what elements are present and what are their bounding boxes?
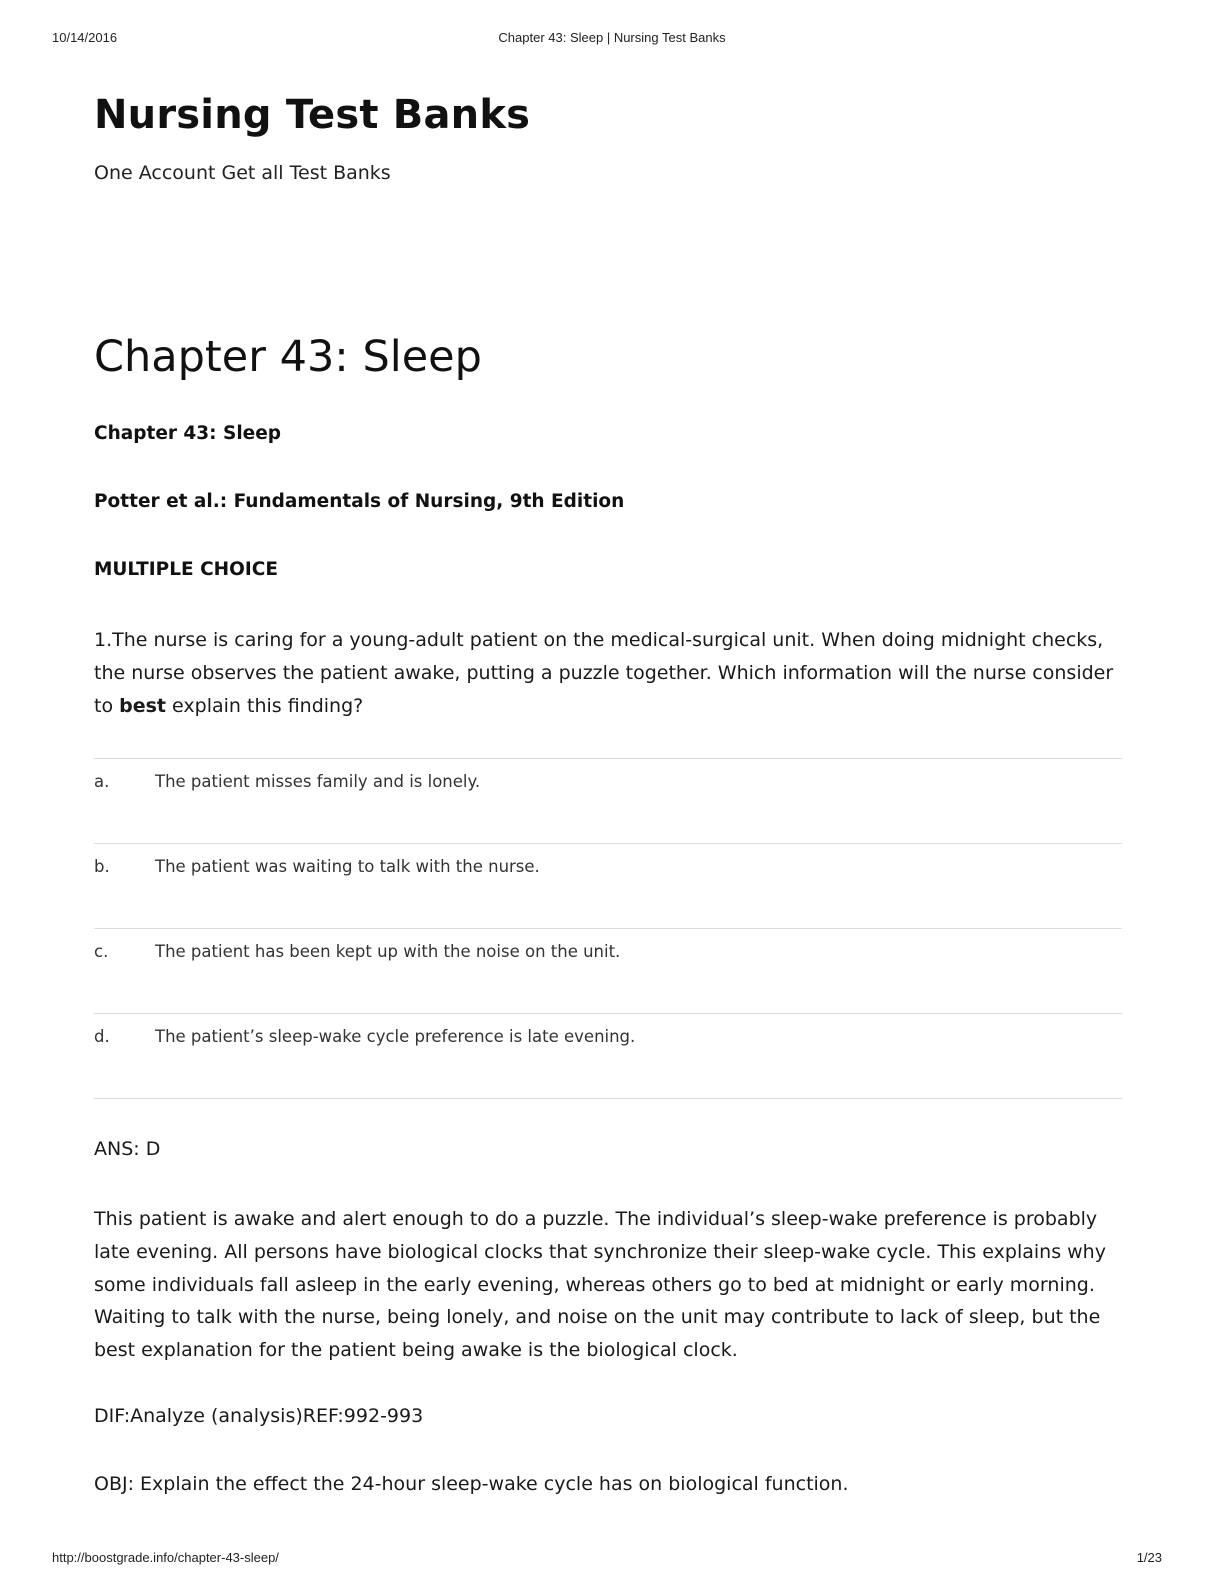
objective-line: OBJ: Explain the effect the 24-hour sleep-wake cycle has on biological function. xyxy=(94,1473,849,1495)
answer-line: ANS: D xyxy=(94,1138,161,1160)
print-url: http://boostgrade.info/chapter-43-sleep/ xyxy=(52,1550,279,1565)
option-letter: b. xyxy=(94,857,110,876)
option-row-c xyxy=(94,928,1122,1013)
section-label: MULTIPLE CHOICE xyxy=(94,559,278,580)
option-text: The patient has been kept up with the noise on the unit. xyxy=(155,942,621,961)
option-text: The patient was waiting to talk with the nurse. xyxy=(155,857,540,876)
site-title-link[interactable]: Nursing Test Banks xyxy=(94,92,531,138)
question-emphasis: best xyxy=(119,695,167,717)
question-text xyxy=(94,624,1122,723)
print-page-number: 1/23 xyxy=(1136,1550,1162,1565)
option-letter: c. xyxy=(94,942,109,961)
print-date: 10/14/2016 xyxy=(52,30,118,45)
difficulty-reference-line: DIF:Analyze (analysis)REF:992-993 xyxy=(94,1405,424,1427)
answer-options-table xyxy=(94,758,1122,1099)
option-row-a xyxy=(94,758,1122,843)
rationale-paragraph: This patient is awake and alert enough to do a puzzle. The individual’s sleep-wake preference is probably late evening. All persons have biological clocks that synchronize their sleep-wake cycle. This explains why some individuals fall asleep in the early evening, whereas others go to bed at midnight or early morning. Waiting to talk with the nurse, being lonely, and noise on the unit may contribute to lack of sleep, but the best explanation for the patient being awake is the biological clock. xyxy=(94,1208,1106,1362)
option-letter: d. xyxy=(94,1027,110,1046)
option-row-b xyxy=(94,843,1122,928)
site-tagline: One Account Get all Test Banks xyxy=(94,162,391,184)
article-title: Chapter 43: Sleep xyxy=(94,332,482,382)
book-label: Potter et al.: Fundamentals of Nursing, 9th Edition xyxy=(94,491,625,512)
chapter-label: Chapter 43: Sleep xyxy=(94,423,282,444)
question-text-after: explain this finding? xyxy=(166,695,364,717)
question-text-before: 1.The nurse is caring for a young-adult patient on the medical-surgical unit. When doing midnight checks, the nurse observes the patient awake, putting a puzzle together. Which information will the nurse consider to xyxy=(94,629,1114,717)
option-text: The patient misses family and is lonely. xyxy=(155,772,481,791)
option-row-d xyxy=(94,1013,1122,1099)
option-text: The patient’s sleep-wake cycle preference is late evening. xyxy=(155,1027,636,1046)
option-letter: a. xyxy=(94,772,110,791)
print-page-title: Chapter 43: Sleep | Nursing Test Banks xyxy=(498,30,726,45)
